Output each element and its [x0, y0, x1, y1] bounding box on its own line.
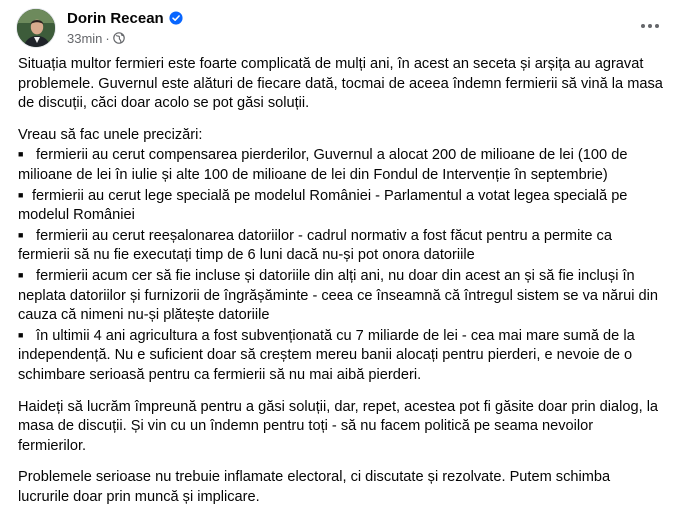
meta-separator: ·	[105, 30, 110, 46]
list-item-text: în ultimii 4 ani agricultura a fost subvenționată cu 7 miliarde de lei - cea mai mare sumă de la independență. Nu e suficient doar să creștem mereu banii alocați pentru pierderi, e nevoie de o schimbare serioasă pentru ca fermierii să nu mai aibă pierderi.	[18, 327, 635, 383]
post-header	[16, 8, 664, 48]
more-options-button[interactable]	[636, 12, 664, 40]
bullet-icon: ■	[18, 229, 24, 240]
bullet-icon: ■	[18, 329, 24, 340]
avatar-image	[17, 9, 56, 48]
bullet-icon: ■	[18, 149, 24, 160]
list-item	[18, 266, 664, 326]
post-body	[18, 55, 664, 519]
list-item-text: fermierii au cerut reeșalonarea datoriilor - cadrul normativ a fost făcut pentru a permite ca fermierii să nu fie executați timp de 6 luni dacă nu-și pot onora datoriile	[18, 227, 612, 264]
more-options-icon	[640, 23, 660, 29]
post-paragraph: Haideți să lucrăm împreună pentru a găsi soluții, dar, repet, acestea pot fi găsite doar prin dialog, la masa de discuții. Și vin cu un îndemn pentru toți - să nu facem politică pe seama nevoilor fermierilor.	[18, 398, 659, 454]
post-meta	[67, 30, 125, 46]
list-intro: Vreau să fac unele precizări:	[18, 126, 203, 143]
verified-badge-icon	[169, 11, 183, 25]
bullet-icon: ■	[18, 269, 24, 280]
bullet-icon: ■	[18, 189, 24, 200]
list-item-text: fermierii acum cer să fie incluse și datoriile din alți ani, nu doar din acest an și să fie incluși în neplata datoriilor și furnizorii de îngrășăminte - ceea ce înseamnă că întregul sistem se va nărui din cauza că nimeni nu-și plătește datoriile	[18, 267, 659, 324]
list-item-text: fermierii au cerut lege specială pe modelul României - Parlamentul a votat legea specială pe modelul României	[18, 187, 628, 224]
post-paragraph: Situația multor fermieri este foarte complicată de mulți ani, în acest an seceta și arșița au agravat problemele. Guvernul este alături de fiecare dată, tocmai de aceea îndemn fermierii să vină la masa de discuții, căci doar acolo se pot găsi soluții.	[18, 56, 663, 112]
list-item	[18, 226, 664, 266]
precizari-section	[18, 126, 664, 386]
list-item	[18, 326, 664, 386]
avatar[interactable]	[16, 8, 56, 48]
post-timestamp[interactable]: 33min	[67, 30, 103, 46]
list-item-text: fermierii au cerut compensarea pierderilor, Guvernul a alocat 200 de milioane de lei (100 de milioane de lei în iulie și alte 100 de milioane de lei din Fondul de Intervenție în septembrie)	[18, 147, 628, 183]
post-paragraph: Problemele serioase nu trebuie inflamate electoral, ci discutate și rezolvate. Putem schimba lucrurile doar prin muncă și implicare.	[18, 469, 611, 505]
author-name[interactable]: Dorin Recean	[67, 9, 164, 27]
list-item	[18, 186, 664, 226]
list-item	[18, 145, 664, 185]
globe-icon[interactable]	[113, 32, 125, 44]
author-line	[67, 9, 183, 27]
